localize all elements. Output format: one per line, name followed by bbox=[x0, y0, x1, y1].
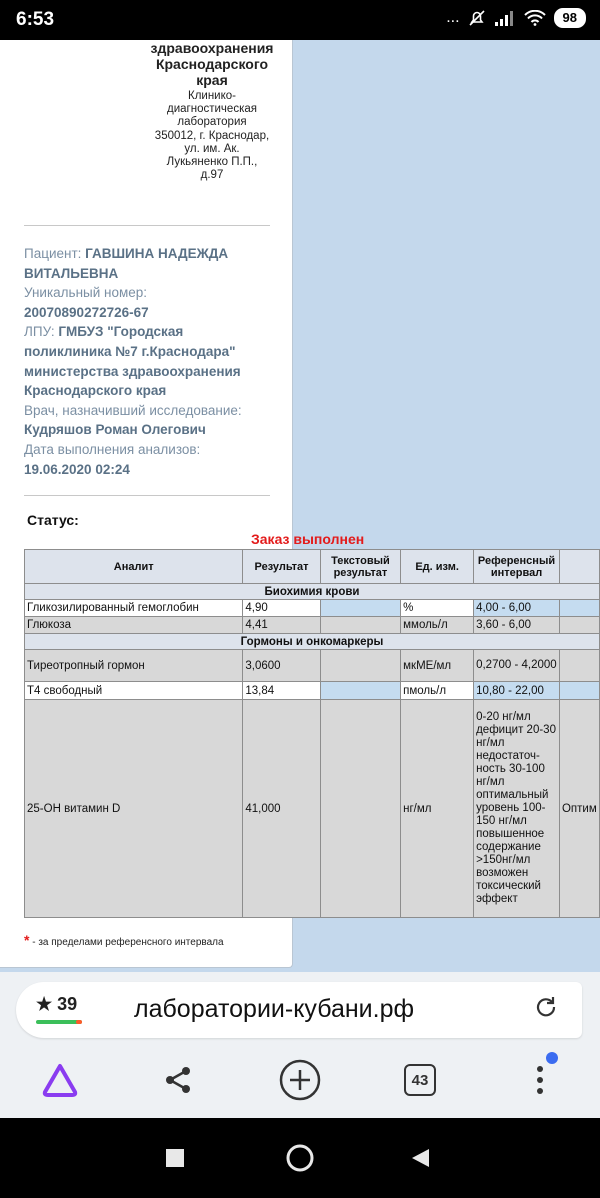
more-dots-icon: ... bbox=[446, 9, 460, 26]
table-row: Т4 свободный 13,84 пмоль/л 10,80 - 22,00 bbox=[25, 682, 600, 700]
group-row: Гормоны и онкомаркеры bbox=[25, 634, 600, 650]
footnote: * - за пределами референсного интервала bbox=[24, 932, 224, 948]
table-row: Глюкоза 4,41 ммоль/л 3,60 - 6,00 bbox=[25, 617, 600, 634]
web-page[interactable] bbox=[0, 40, 600, 972]
clock: 6:53 bbox=[16, 9, 55, 30]
new-tab-button[interactable] bbox=[270, 1050, 330, 1110]
table-row: Гликозилированный гемоглобин 4,90 % 4,00 - 6,00 bbox=[25, 600, 600, 617]
status-label: Статус: bbox=[27, 512, 79, 528]
browser-toolbar bbox=[0, 972, 600, 1118]
notification-dot bbox=[546, 1052, 558, 1064]
address-bar[interactable] bbox=[16, 982, 582, 1038]
url-text[interactable]: лаборатории-кубани.рф bbox=[134, 995, 415, 1023]
rating-bar bbox=[36, 1020, 82, 1024]
share-icon bbox=[162, 1064, 194, 1096]
org-address: Клинико- диагностическая лаборатория 350012, г. Краснодар, ул. им. Ак. Лукьяненко П.П., д.97 bbox=[154, 90, 270, 182]
mute-bell-icon bbox=[468, 9, 486, 27]
battery-indicator: 98 bbox=[554, 8, 586, 28]
doctor-name: Кудряшов Роман Олегович bbox=[24, 422, 206, 438]
tabs-button[interactable] bbox=[390, 1050, 450, 1110]
wifi-icon bbox=[524, 10, 546, 26]
order-status: Заказ выполнен bbox=[251, 531, 365, 547]
asterisk: * bbox=[24, 932, 30, 948]
table-header: Аналит Результат Текстовый результат Ед. изм. Референсный интервал bbox=[25, 550, 600, 584]
home-button[interactable] bbox=[280, 1140, 320, 1176]
analysis-date: 19.06.2020 02:24 bbox=[24, 461, 130, 477]
unique-number: 20070890272726-67 bbox=[24, 304, 149, 320]
signal-icon bbox=[494, 10, 516, 26]
alice-icon bbox=[40, 1060, 80, 1100]
plus-circle-icon bbox=[279, 1059, 321, 1101]
table-row: 25-OH витамин D 41,000 нг/мл 0-20 нг/мл дефицит 20-30 нг/мл недостаточ-ность 30-100 нг/мл оптимальный уровень 100-150 нг/мл повышенное содержание >150нг/мл возможен токсический эффект Оптим bbox=[25, 700, 600, 918]
group-row: Биохимия крови bbox=[25, 584, 600, 600]
status-icons bbox=[446, 8, 586, 28]
patient-info: Пациент: ГАВШИНА НАДЕЖДА ВИТАЛЬЕВНА Уникальный номер: 20070890272726-67 ЛПУ: ГМБУЗ "Городская поликлиника №7 г.Краснодара" министерства здравоохранения Краснодарского края Врач, назначивший исследование: Кудряшов Роман Олегович Дата выполнения анализов: 19.06.2020 02:24 bbox=[24, 246, 242, 477]
results-table bbox=[24, 549, 600, 918]
laboratory-info bbox=[140, 40, 284, 182]
site-rating[interactable]: ★ 39 bbox=[36, 994, 78, 1014]
divider bbox=[24, 495, 270, 496]
system-navigation bbox=[0, 1118, 600, 1198]
square-icon bbox=[165, 1148, 185, 1168]
alice-button[interactable] bbox=[30, 1050, 90, 1110]
status-bar bbox=[0, 0, 600, 40]
back-button[interactable] bbox=[400, 1140, 440, 1176]
patient-name: ГАВШИНА НАДЕЖДА bbox=[85, 246, 229, 261]
divider bbox=[24, 225, 270, 226]
browser-nav bbox=[0, 1050, 600, 1110]
recents-button[interactable] bbox=[155, 1140, 195, 1176]
org-name: здравоохранения Краснодарского края bbox=[150, 40, 274, 88]
menu-button[interactable] bbox=[510, 1050, 570, 1110]
reload-icon[interactable] bbox=[534, 995, 558, 1026]
kebab-menu-icon bbox=[535, 1063, 545, 1097]
tabs-count: 43 bbox=[404, 1064, 436, 1096]
share-button[interactable] bbox=[148, 1050, 208, 1110]
circle-icon bbox=[284, 1142, 316, 1174]
triangle-back-icon bbox=[409, 1147, 431, 1169]
table-row: Тиреотропный гормон 3,0600 мкМЕ/мл 0,2700 - 4,2000 bbox=[25, 650, 600, 682]
